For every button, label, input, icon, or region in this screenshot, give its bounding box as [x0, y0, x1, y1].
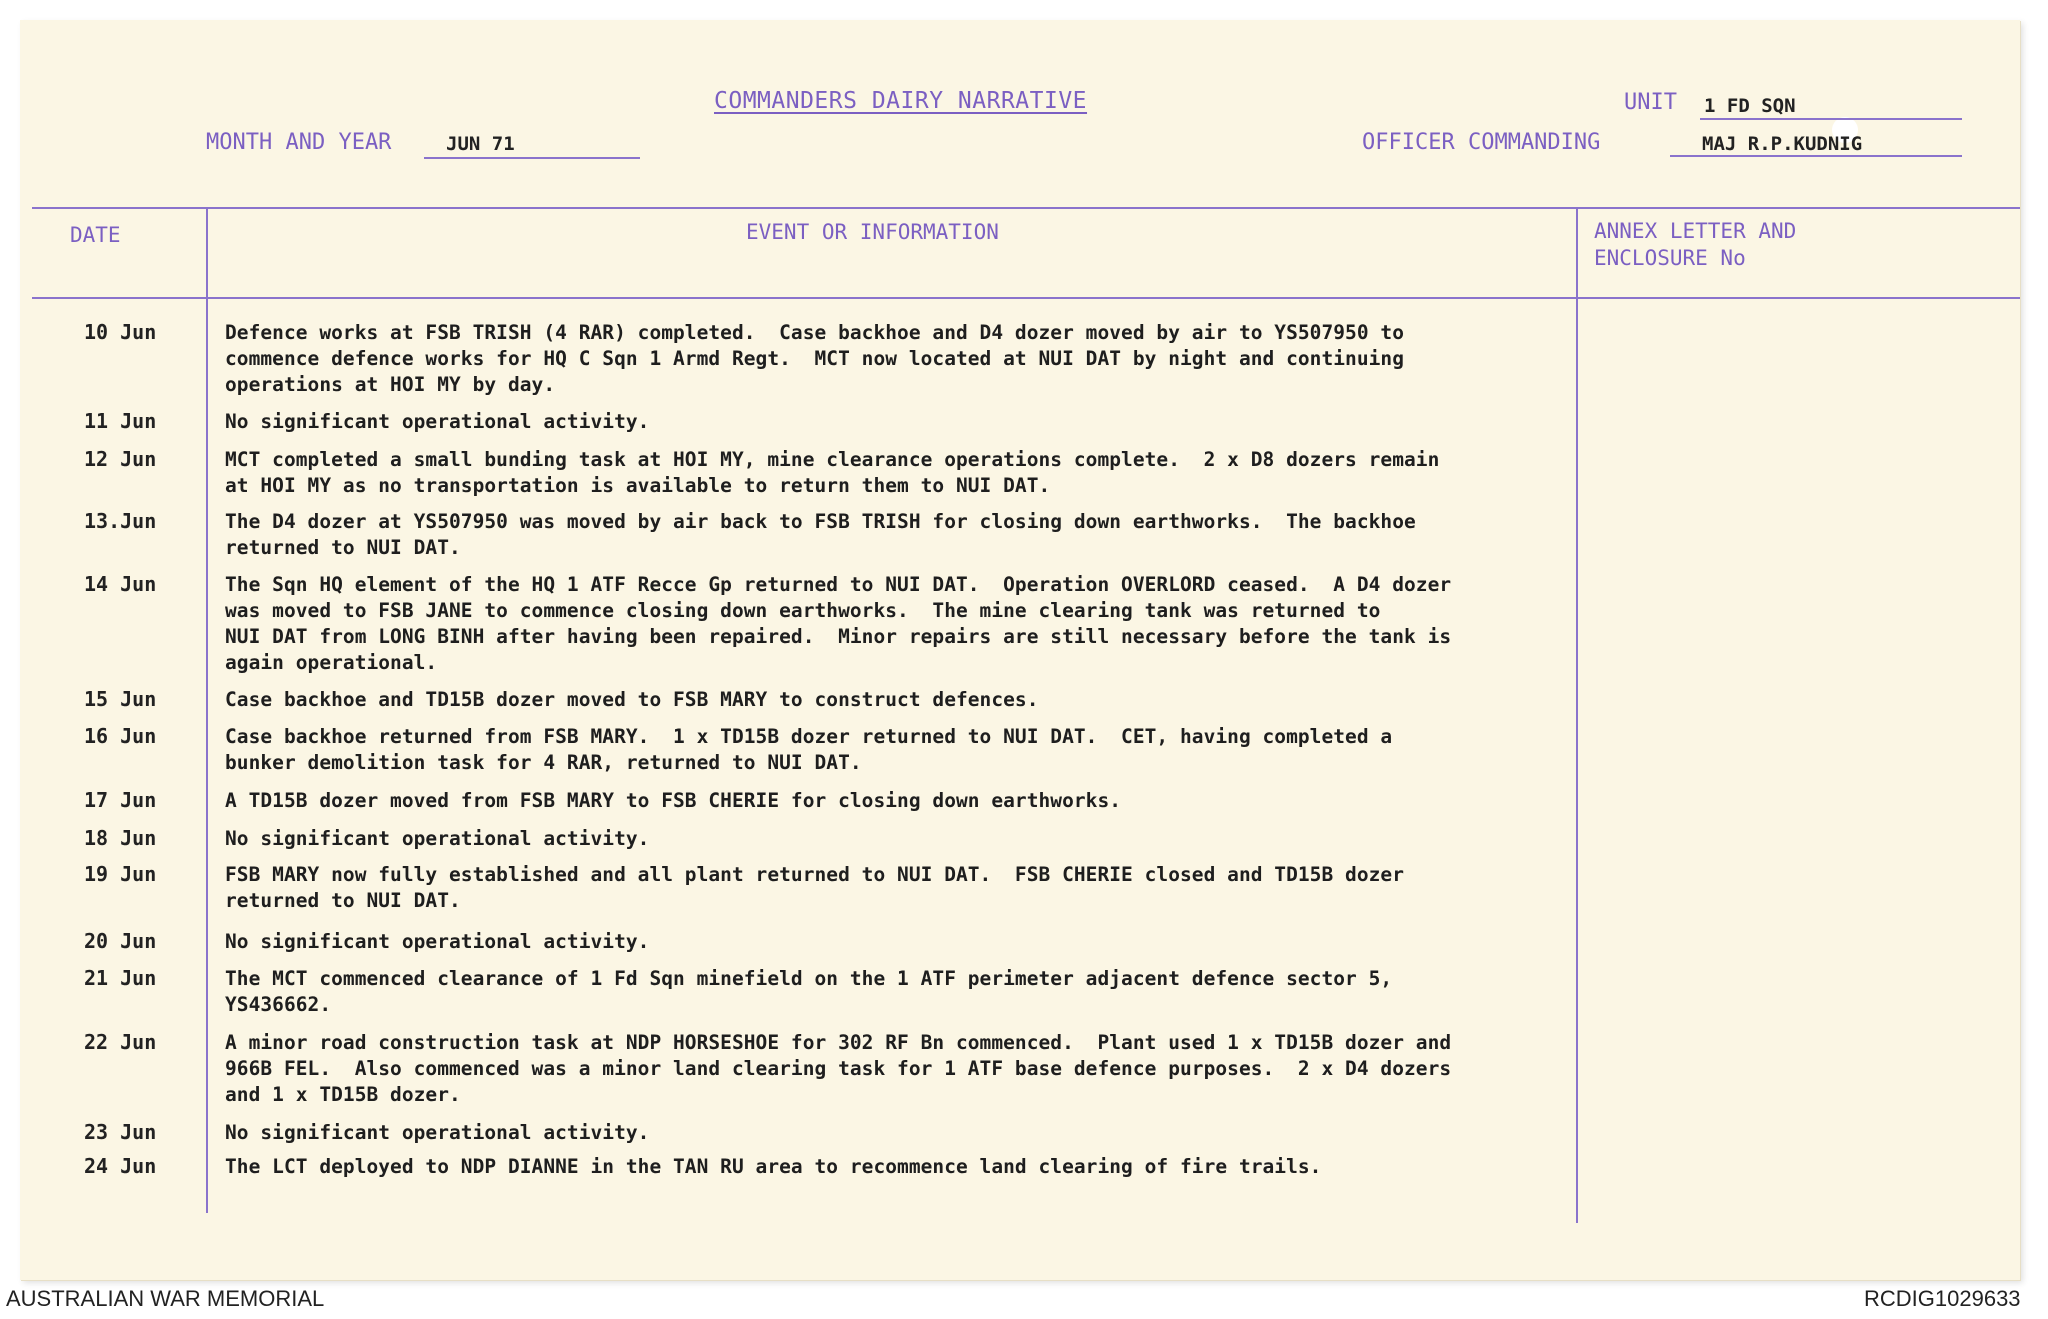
entry-text: No significant operational activity. — [225, 827, 650, 850]
entry-text: Case backhoe and TD15B dozer moved to FSB MARY to construct defences. — [225, 688, 1039, 711]
entry-date: 10 Jun — [84, 320, 157, 344]
entry-text: FSB MARY now fully established and all plant returned to NUI DAT. FSB CHERIE closed and TD15B dozer returned to NUI DAT. — [225, 863, 1404, 912]
entry-date: 13.Jun — [84, 509, 157, 533]
entry-date: 24 Jun — [84, 1154, 157, 1178]
entry-date: 16 Jun — [84, 724, 157, 748]
entry-text: MCT completed a small bunding task at HOI MY, mine clearance operations complete. 2 x D8 dozers remain at HOI MY as no transportation is available to return them to NUI DAT. — [225, 448, 1440, 497]
entry-text: A minor road construction task at NDP HORSESHOE for 302 RF Bn commenced. Plant used 1 x TD15B dozer and 966B FEL. Also commenced was a minor land clearing task for 1 ATF base defence purposes. 2 x D4 dozers and 1 x TD15B dozer. — [225, 1031, 1452, 1106]
entry-date: 19 Jun — [84, 862, 157, 886]
entry-date: 14 Jun — [84, 572, 157, 596]
entry-date: 17 Jun — [84, 788, 157, 812]
entry-text: The D4 dozer at YS507950 was moved by air back to FSB TRISH for closing down earthworks. The backhoe returned to NUI DAT. — [225, 510, 1416, 559]
date-column-header: DATE — [70, 223, 121, 247]
unit-value: 1 FD SQN — [1704, 95, 1796, 117]
date-column-divider — [206, 207, 208, 1213]
month-year-underline — [424, 157, 640, 159]
entry-date: 15 Jun — [84, 687, 157, 711]
archive-id: RCDIG1029633 — [1864, 1286, 2021, 1311]
entry-date: 18 Jun — [84, 826, 157, 850]
officer-label: OFFICER COMMANDING — [1362, 130, 1601, 155]
entry-text: The MCT commenced clearance of 1 Fd Sqn minefield on the 1 ATF perimeter adjacent defence sector 5, YS436662. — [225, 967, 1393, 1016]
entry-date: 21 Jun — [84, 966, 157, 990]
entry-date: 11 Jun — [84, 409, 157, 433]
entry-text: No significant operational activity. — [225, 410, 650, 433]
document-title: COMMANDERS DAIRY NARRATIVE — [714, 88, 1088, 114]
month-year-label: MONTH AND YEAR — [206, 130, 392, 155]
entry-text: No significant operational activity. — [225, 930, 650, 953]
table-top-rule — [32, 207, 2020, 209]
entry-date: 23 Jun — [84, 1120, 157, 1144]
entry-text: The LCT deployed to NDP DIANNE in the TAN RU area to recommence land clearing of fire trails. — [225, 1155, 1322, 1178]
entry-date: 12 Jun — [84, 447, 157, 471]
officer-underline — [1670, 155, 1962, 157]
event-column-header: EVENT OR INFORMATION — [746, 220, 999, 244]
unit-label: UNIT — [1624, 90, 1677, 115]
entry-text: Case backhoe returned from FSB MARY. 1 x TD15B dozer returned to NUI DAT. CET, having completed a bunker demolition task for 4 RAR, returned to NUI DAT. — [225, 725, 1393, 774]
unit-underline — [1700, 118, 1962, 120]
entry-text: A TD15B dozer moved from FSB MARY to FSB CHERIE for closing down earthworks. — [225, 789, 1122, 812]
entry-date: 22 Jun — [84, 1030, 157, 1054]
entry-date: 20 Jun — [84, 929, 157, 953]
officer-value: MAJ R.P.KUDNIG — [1702, 133, 1863, 155]
entry-text: The Sqn HQ element of the HQ 1 ATF Recce Gp returned to NUI DAT. Operation OVERLORD ceased. A D4 dozer was moved to FSB JANE to commence closing down earthworks. The mine clearing tank was returned to NUI DAT from LONG BINH after having been repaired. Minor repairs are still necessary before the tank is again operational. — [225, 573, 1452, 674]
table-header-rule — [32, 297, 2020, 299]
month-year-value: JUN 71 — [446, 133, 515, 155]
archive-source: AUSTRALIAN WAR MEMORIAL — [6, 1286, 325, 1311]
annex-column-header: ANNEX LETTER AND ENCLOSURE No — [1594, 219, 1797, 270]
entry-text: Defence works at FSB TRISH (4 RAR) completed. Case backhoe and D4 dozer moved by air to YS507950 to commence defence works for HQ C Sqn 1 Armd Regt. MCT now located at NUI DAT by night and continuing operations at HOI MY by day. — [225, 321, 1404, 396]
entry-text: No significant operational activity. — [225, 1121, 650, 1144]
